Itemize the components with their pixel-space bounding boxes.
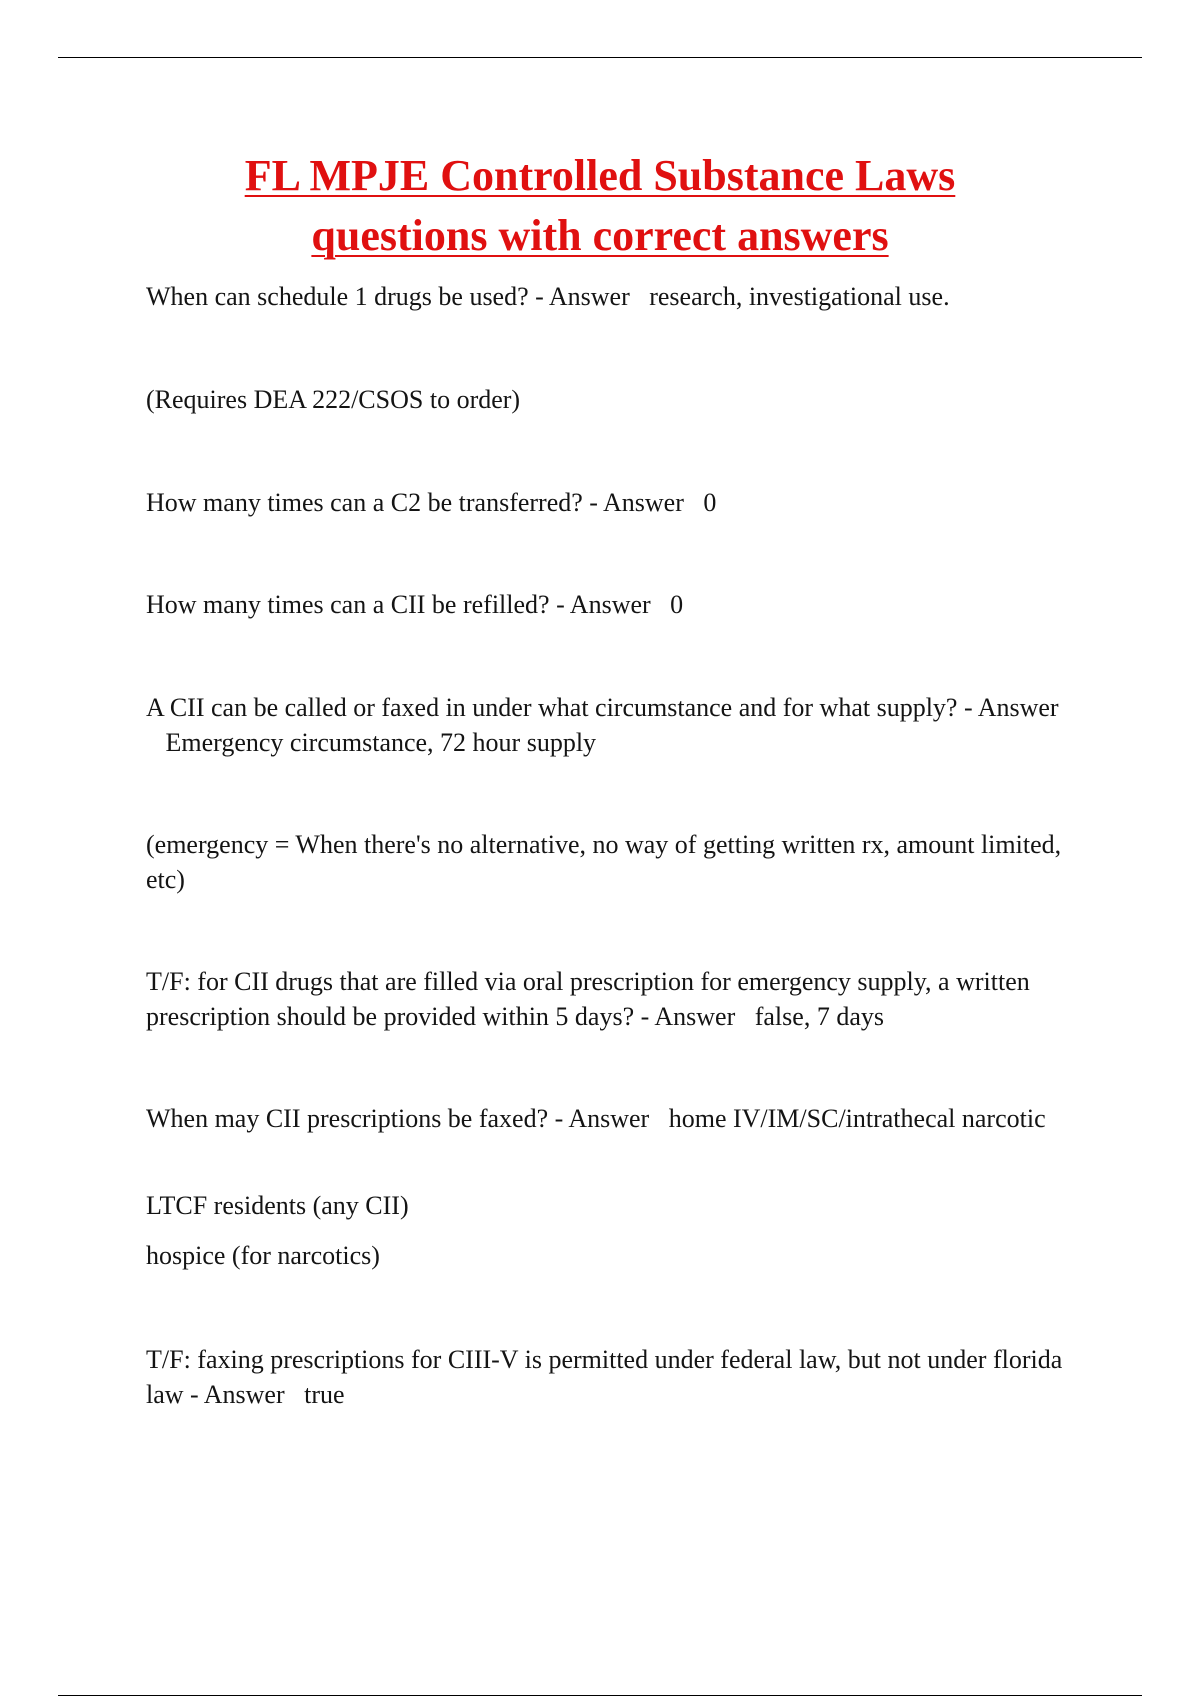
- note-item-3: [146, 1188, 1076, 1223]
- qa-item-6: [146, 1101, 1076, 1136]
- answer-text: true: [304, 1380, 345, 1409]
- title-line-1: FL MPJE Controlled Substance Laws: [244, 151, 956, 200]
- note-text: (emergency = When there's no alternative, no way of getting written rx, amount limited, etc): [146, 830, 1062, 894]
- answer-text: 0: [670, 590, 684, 619]
- question-text: How many times can a C2 be transferred? - Answer: [146, 488, 684, 517]
- question-text: T/F: for CII drugs that are filled via oral prescription for emergency supply, a written prescription should be provided within 5 days? - Answer: [146, 967, 1030, 1031]
- note-text: LTCF residents (any CII): [146, 1191, 409, 1220]
- answer-text: Emergency circumstance, 72 hour supply: [165, 728, 597, 757]
- question-text: A CII can be called or faxed in under what circumstance and for what supply? - Answer: [146, 693, 1059, 722]
- note-item-4: [146, 1238, 1076, 1273]
- answer-text: home IV/IM/SC/intrathecal narcotic: [668, 1104, 1046, 1133]
- question-text: How many times can a CII be refilled? - Answer: [146, 590, 651, 619]
- answer-text: false, 7 days: [754, 1002, 884, 1031]
- note-text: hospice (for narcotics): [146, 1241, 380, 1270]
- question-text: When may CII prescriptions be faxed? - Answer: [146, 1104, 650, 1133]
- answer-text: research, investigational use.: [649, 282, 950, 311]
- title-line-2: questions with correct answers: [311, 211, 889, 260]
- qa-item-1: [146, 279, 1076, 314]
- qa-item-5: [146, 964, 1076, 1034]
- qa-item-7: [146, 1342, 1076, 1412]
- qa-item-3: [146, 587, 1076, 622]
- question-text: When can schedule 1 drugs be used? - Answer: [146, 282, 630, 311]
- document-title: [100, 146, 1100, 266]
- answer-text: 0: [703, 488, 717, 517]
- note-text: (Requires DEA 222/CSOS to order): [146, 385, 521, 414]
- qa-item-4: [146, 690, 1076, 760]
- top-rule: [58, 57, 1142, 58]
- note-item-2: [146, 827, 1076, 897]
- bottom-rule: [58, 1695, 1142, 1696]
- qa-item-2: [146, 485, 1076, 520]
- note-item-1: [146, 382, 1076, 417]
- question-text: T/F: faxing prescriptions for CIII-V is permitted under federal law, but not under florida law - Answer: [146, 1345, 1063, 1409]
